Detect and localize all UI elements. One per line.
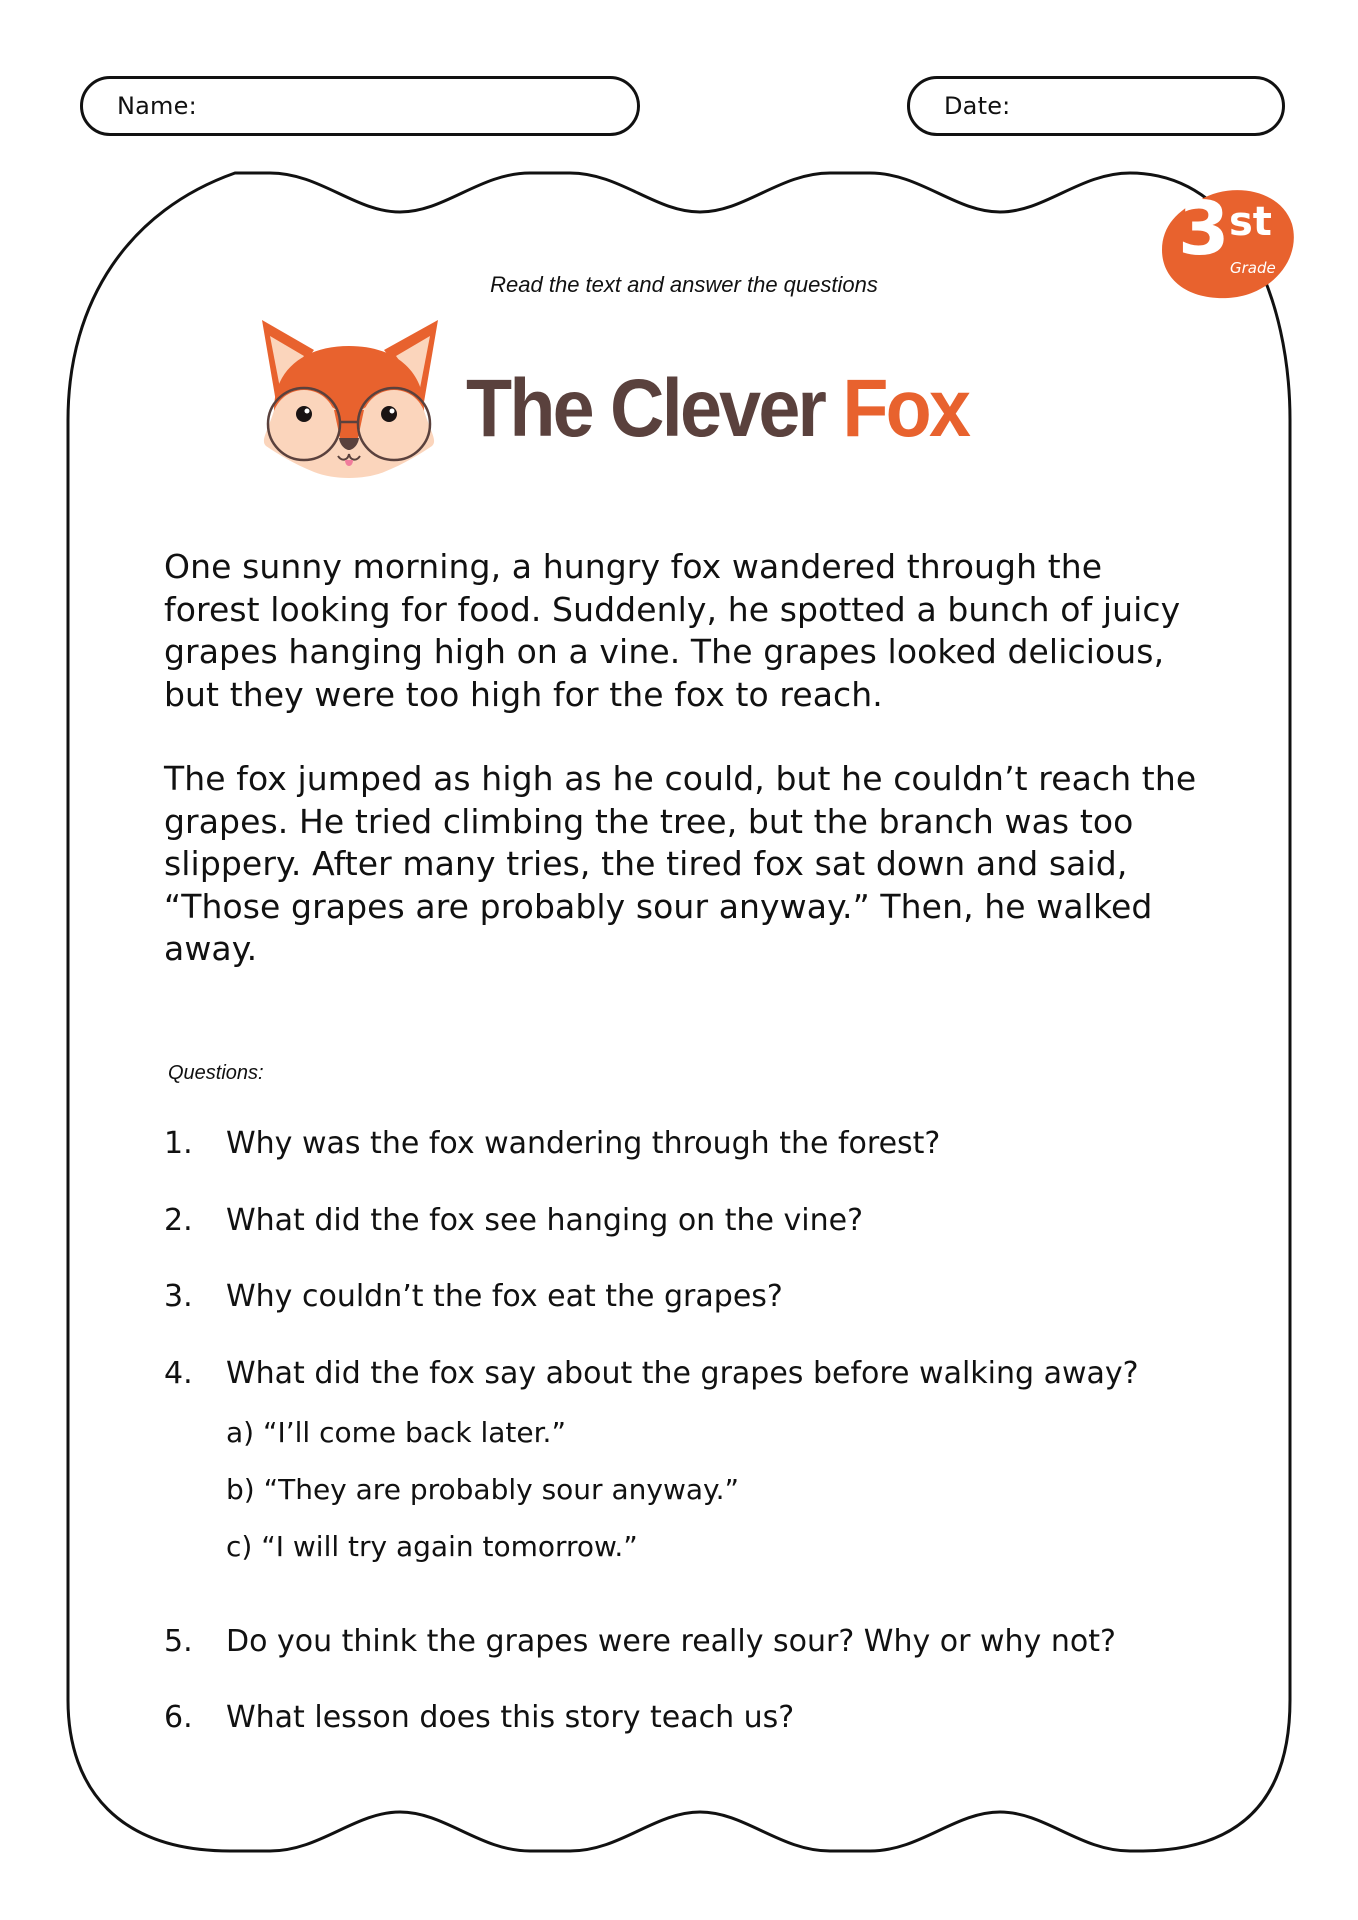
- name-label: Name:: [117, 92, 197, 120]
- question-text: What did the fox see hanging on the vine?: [226, 1203, 863, 1238]
- date-label: Date:: [944, 92, 1011, 120]
- title-main: The Clever: [466, 363, 843, 454]
- question-number: 1.: [164, 1126, 193, 1161]
- story-paragraph: One sunny morning, a hungry fox wandered through the forest looking for food. Suddenly, he spotted a bunch of juicy grapes hanging high on a vine. The grapes looked delicious, but they were too high for the fox to reach.: [164, 547, 1181, 714]
- instruction-text: Read the text and answer the questions: [490, 272, 878, 297]
- question-item: [164, 1356, 1139, 1391]
- question-text: Why was the fox wandering through the forest?: [226, 1126, 941, 1161]
- story-text: [164, 546, 1204, 1013]
- page-title: [466, 363, 969, 454]
- answer-option-a[interactable]: a) “I’ll come back later.”: [226, 1416, 566, 1449]
- story-paragraph: The fox jumped as high as he could, but he couldn’t reach the grapes. He tried climbing the tree, but the branch was too slippery. After many tries, the tired fox sat down and said, “Those grapes are probably sour anyway.” Then, he walked away.: [164, 759, 1197, 968]
- badge-grade-number: 3: [1178, 186, 1230, 272]
- question-number: 5.: [164, 1624, 193, 1659]
- question-item: [164, 1624, 1116, 1659]
- question-item: [164, 1700, 794, 1735]
- question-item: [164, 1126, 940, 1161]
- badge-grade-label: Grade: [1230, 259, 1276, 277]
- question-number: 4.: [164, 1356, 193, 1391]
- badge-grade-suffix: st: [1229, 199, 1272, 245]
- question-number: 2.: [164, 1203, 193, 1238]
- question-item: [164, 1203, 863, 1238]
- question-text: What did the fox say about the grapes before walking away?: [226, 1356, 1139, 1391]
- fox-with-glasses-icon: [254, 314, 444, 484]
- title-accent: Fox: [842, 363, 969, 454]
- question-text: Why couldn’t the fox eat the grapes?: [226, 1279, 783, 1314]
- question-number: 3.: [164, 1279, 193, 1314]
- question-text: What lesson does this story teach us?: [226, 1700, 795, 1735]
- question-number: 6.: [164, 1700, 193, 1735]
- question-item: [164, 1279, 783, 1314]
- answer-option-b[interactable]: b) “They are probably sour anyway.”: [226, 1473, 739, 1506]
- answer-option-c[interactable]: c) “I will try again tomorrow.”: [226, 1530, 638, 1563]
- question-text: Do you think the grapes were really sour? Why or why not?: [226, 1624, 1116, 1659]
- questions-header: Questions:: [168, 1062, 264, 1084]
